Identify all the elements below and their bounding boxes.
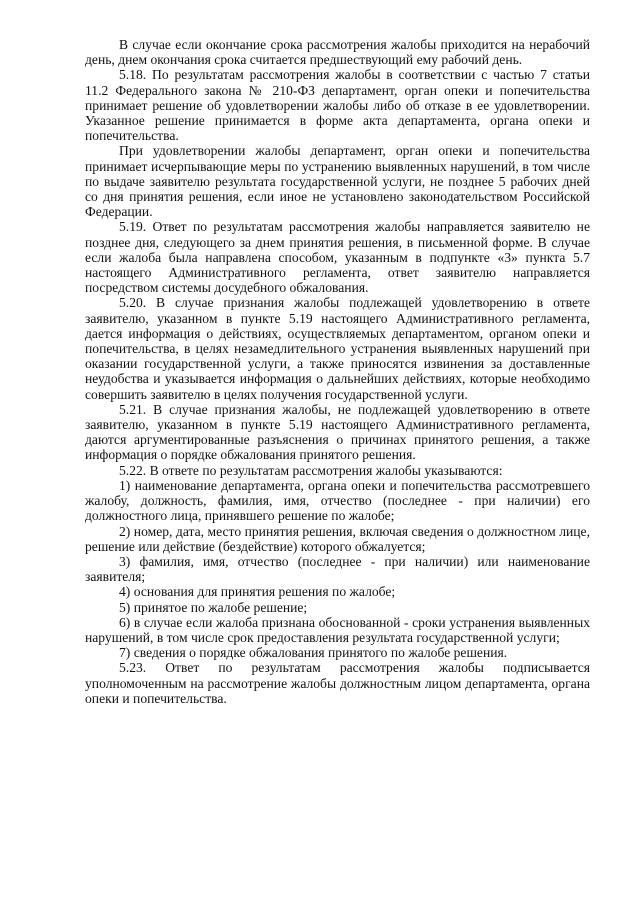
paragraph-5-23: 5.23. Ответ по результатам рассмотрения жалобы подписывается уполномоченным на рассмотрение жалобы должностным лицом департамента, органа опеки и попечительства. — [85, 660, 590, 706]
list-item-6: 6) в случае если жалоба признана обоснованной - сроки устранения выявленных нарушений, в том числе срок предоставления результата государственной услуги; — [85, 614, 590, 645]
paragraph-5-18-satisfaction: При удовлетворении жалобы департамент, орган опеки и попечительства принимает исчерпывающие меры по устранению выявленных нарушений, в том числе по выдаче заявителю результата государственной услуги, не позднее 5 рабочих дней со дня принятия решения, если иное не установлено законодательством Российской Федерации. — [85, 143, 590, 220]
paragraph-deadline-holiday: В случае если окончание срока рассмотрения жалобы приходится на нерабочий день, днем окончания срока считается предшествующий ему рабочий день. — [85, 37, 590, 68]
list-item-7: 7) сведения о порядке обжалования принятого по жалобе решения. — [119, 645, 508, 661]
paragraph-5-19: 5.19. Ответ по результатам рассмотрения жалобы направляется заявителю не позднее дня, следующего за днем принятия решения, в письменной форме. В случае если жалоба была направлена способом, указанным в подпункте «3» пункта 5.7 настоящего Административного регламента, ответ заявителю направляется посредством системы досудебного обжалования. — [85, 219, 590, 296]
list-item-2: 2) номер, дата, место принятия решения, включая сведения о должностном лице, решение или действие (бездействие) которого обжалуется; — [85, 523, 590, 554]
document-body — [85, 37, 590, 706]
paragraph-5-18: 5.18. По результатам рассмотрения жалобы в соответствии с частью 7 статьи 11.2 Федерального закона № 210-ФЗ департамент, орган опеки и попечительства принимает решение об удовлетворении жалобы либо об отказе в ее удовлетворении. Указанное решение принимается в форме акта департамента, органа опеки и попечительства. — [85, 67, 590, 144]
list-item-1: 1) наименование департамента, органа опеки и попечительства рассмотревшего жалобу, должность, фамилия, имя, отчество (последнее - при наличии) его должностного лица, принявшего решение по жалобе; — [85, 477, 590, 524]
list-item-5: 5) принятое по жалобе решение; — [119, 599, 308, 615]
paragraph-5-22: 5.22. В ответе по результатам рассмотрения жалобы указываются: — [119, 462, 503, 478]
list-item-3: 3) фамилия, имя, отчество (последнее - при наличии) или наименование заявителя; — [85, 553, 590, 585]
paragraph-5-20: 5.20. В случае признания жалобы подлежащей удовлетворению в ответе заявителю, указанном в пункте 5.19 настоящего Административного регламента, дается информация о действиях, осуществляемых департаментом, органом опеки и попечительства, в целях незамедлительного устранения выявленных нарушений при оказании государственной услуги, а также приносятся извинения за доставленные неудобства и указывается информация о дальнейших действиях, которые необходимо совершить заявителю в целях получения государственной услуги. — [85, 295, 590, 402]
paragraph-5-21: 5.21. В случае признания жалобы, не подлежащей удовлетворению в ответе заявителю, указанном в пункте 5.19 настоящего Административного регламента, даются аргументированные разъяснения о причинах принятого решения, а также информация о порядке обжалования принятого решения. — [85, 401, 590, 463]
list-item-4: 4) основания для принятия решения по жалобе; — [119, 584, 396, 600]
